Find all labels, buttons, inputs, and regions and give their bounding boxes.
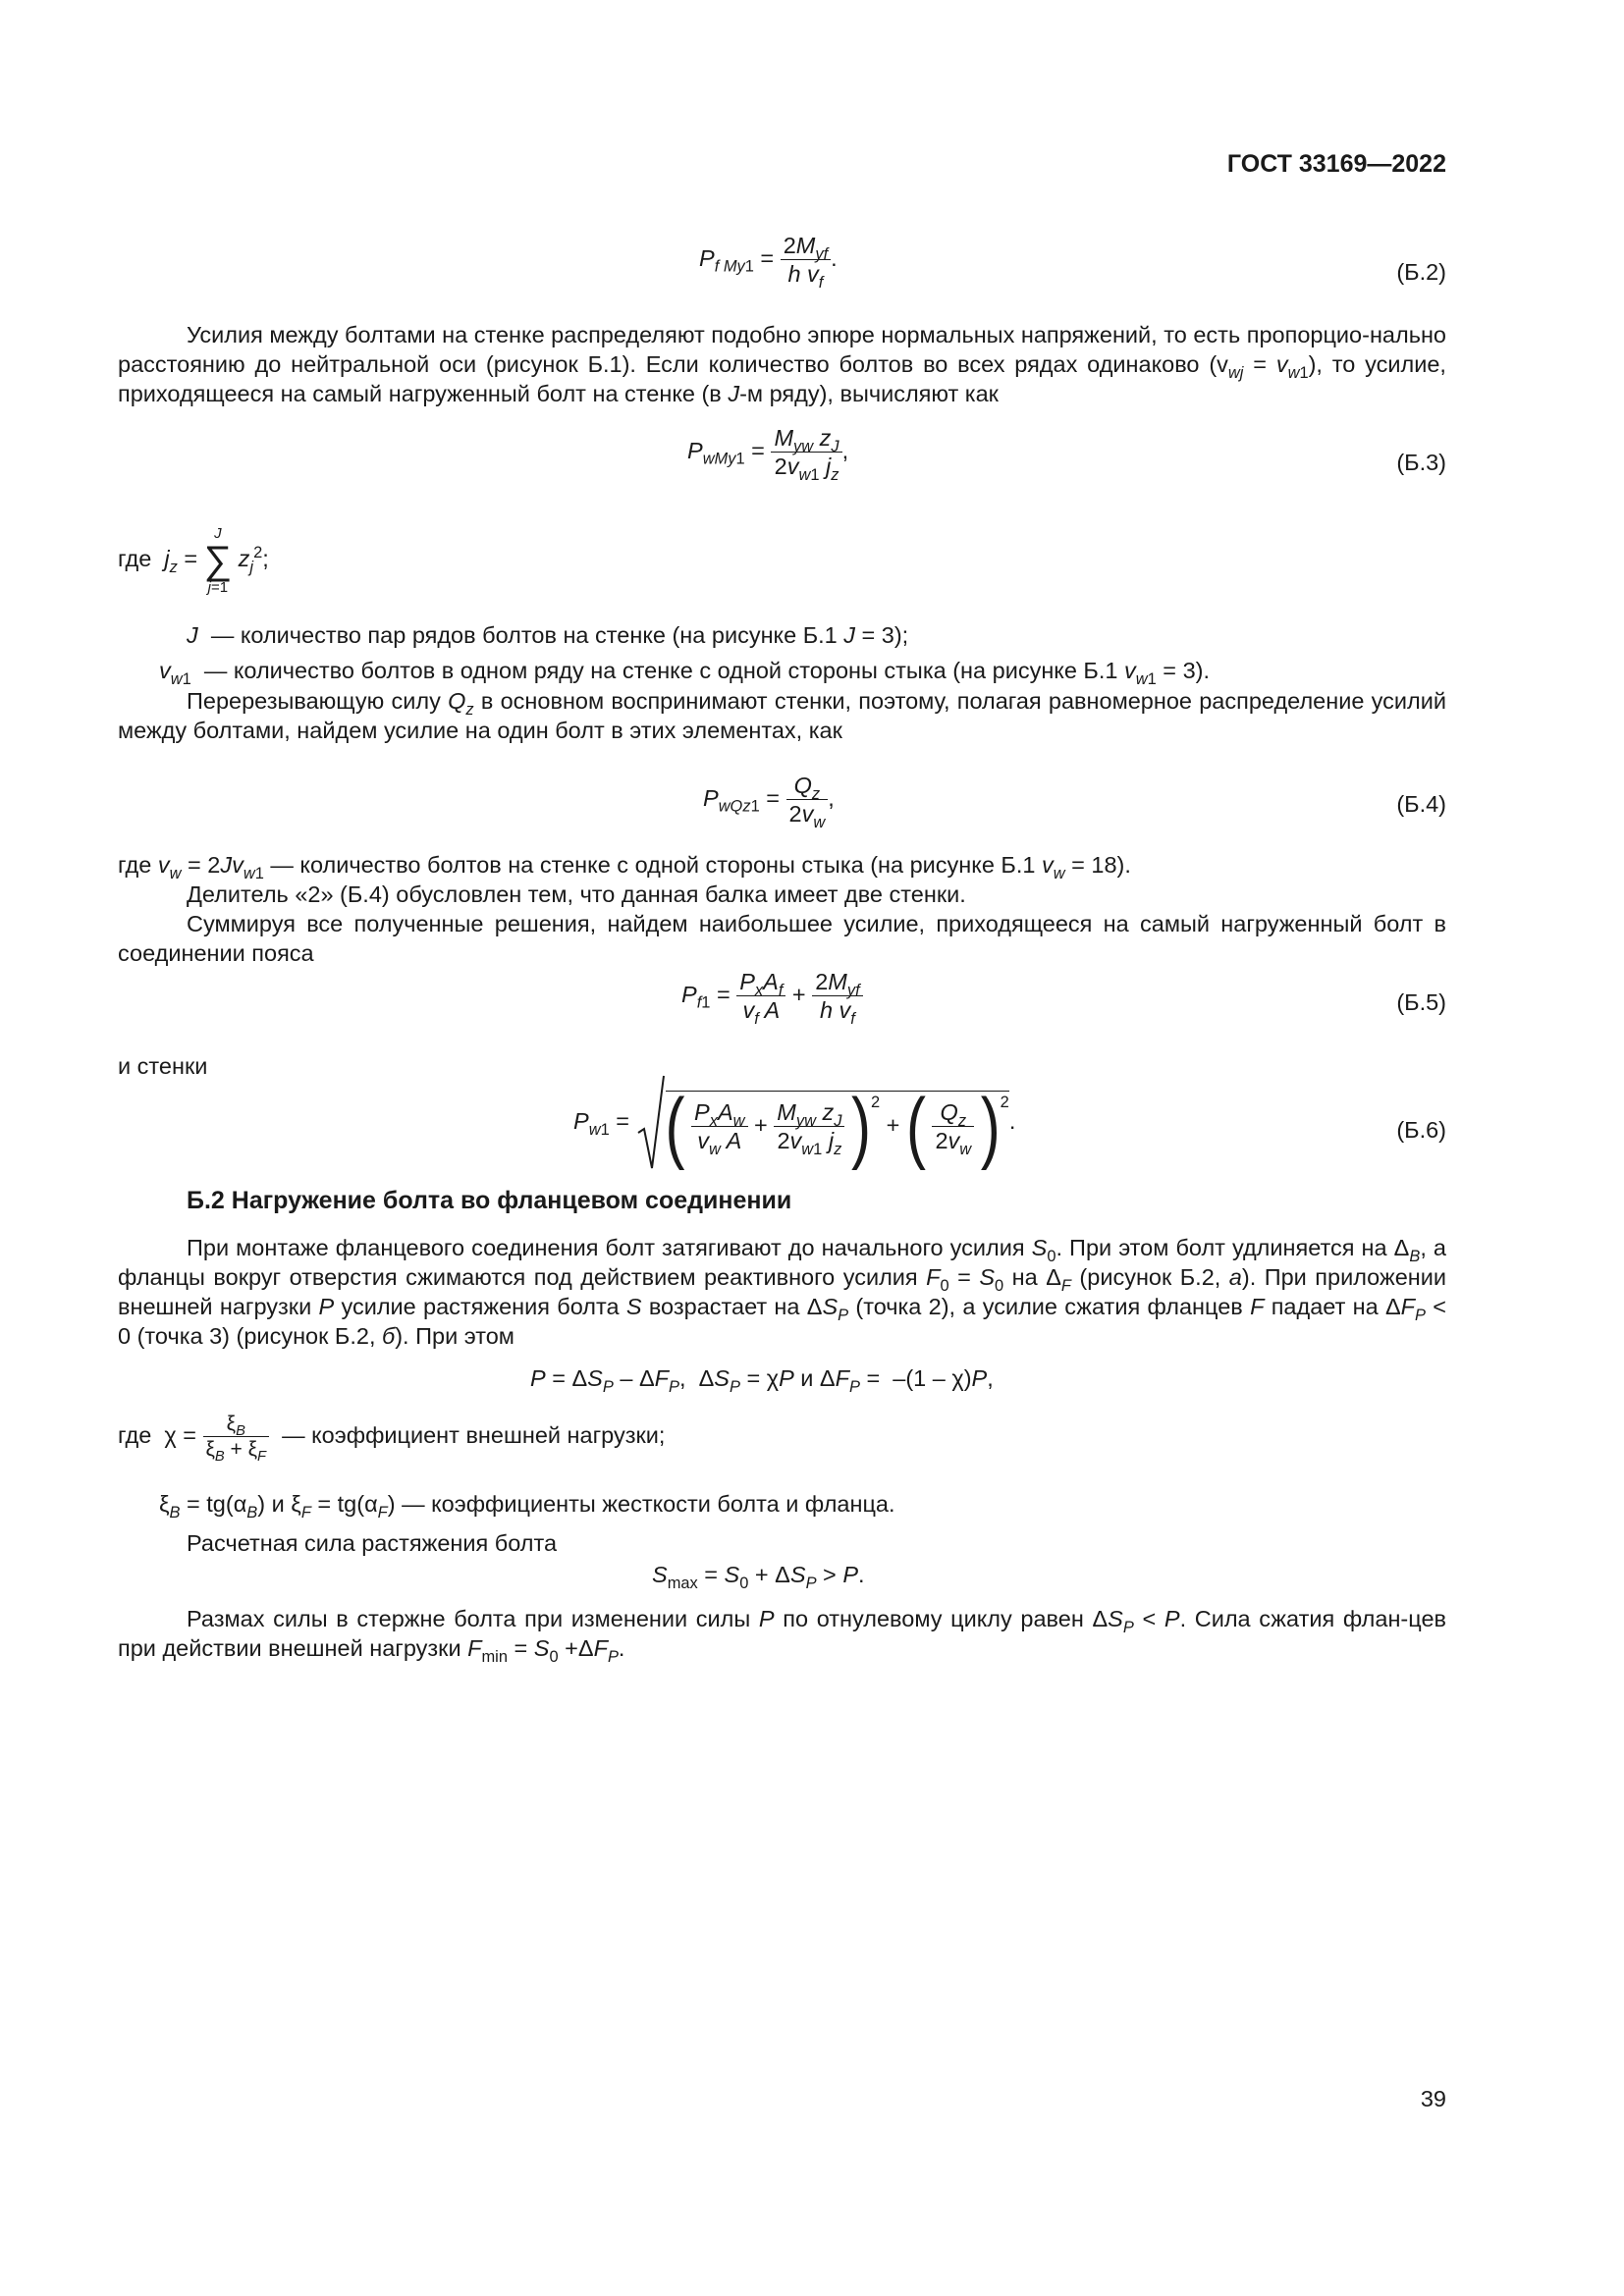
legend-vw1: $v_{w1}$ — количество болтов в одном ряду на стенке с одной стороны стыка (на рисунке Б.1 $v_{w1} = 3$). <box>159 658 1210 688</box>
equation-b6: $P_{w1}$ = ( $\frac{P_xA_w}{v_w A}$ + $\frac{M_{yw} z_J}{2v_{w1} j_z}$ )$^2$ + ( $\frac{Q_z}{2v_w}$ )$^2$. <box>573 1074 1015 1172</box>
equation-number-b6: (Б.6) <box>1396 1117 1446 1143</box>
equation-number-b4: (Б.4) <box>1396 791 1446 817</box>
paragraph-force-range: Размах силы в стержне болта при изменении силы P по отнулевому циклу равен $\Delta S_P < P$. Сила сжатия флан-цев при действии внешней нагрузки $F_{min} = S_0 +\Delta F_P$. <box>118 1606 1446 1666</box>
chi-definition: где χ = $\frac{\xi_B}{\xi_B + \xi_F}$ — коэффициент внешней нагрузки; <box>118 1413 666 1466</box>
equation-b4: $P_{wQz1}$ = $\frac{Q_z}{2v_w}$ , <box>703 773 835 831</box>
equation-number-b2: (Б.2) <box>1396 259 1446 285</box>
equation-b2: $P_{f My1}$ = $\frac{2M_{yf}}{h v_f}$ . <box>699 233 838 292</box>
page-number: 39 <box>1420 2086 1446 2111</box>
paragraph-design-tension: Расчетная сила растяжения болта <box>187 1530 558 1556</box>
equation-load-split: $P = \Delta S_P - \Delta F_P$, $\Delta S_P = \chi P$ и $\Delta F_P = -(1 - \chi)P$, <box>530 1365 994 1396</box>
paragraph-flange-assembly: При монтаже фланцевого соединения болт затягивают до начального усилия $S_0$. При этом болт удлиняется на $\Delta_B$, а фланцы вокруг отверстия сжимаются под действием реактивного усилия $F_0 = S_0$ на $\Delta_F$ (рисунок Б.2, а). При приложении внешней нагрузки P усилие растяжения болта S возрастает на $\Delta S_P$ (точка 2), а усилие сжатия фланцев F падает на $\Delta F_P < 0$ (точка 3) (рисунок Б.2, б). При этом <box>118 1235 1446 1349</box>
equation-smax: $S_{max} = S_0 + \Delta S_P > P$. <box>652 1562 865 1592</box>
paragraph-sum-solutions: Суммируя все полученные решения, найдем наибольшее усилие, приходящееся на самый нагруженный болт в соединении пояса <box>118 911 1446 966</box>
equation-b5: $P_{f1}$ = $\frac{P_xA_f}{v_f A}$ + $\frac{2M_{yf}}{h v_f}$ <box>681 968 863 1024</box>
paragraph-divider-note: Делитель «2» (Б.4) обусловлен тем, что данная балка имеет две стенки. <box>187 881 966 907</box>
square-root: ( $\frac{P_xA_w}{v_w A}$ + $\frac{M_{yw} z_J}{2v_{w1} j_z}$ )$^2$ + ( $\frac{Q_z}{2v_w}$ )$^2$ <box>636 1074 1009 1172</box>
equation-number-b5: (Б.5) <box>1396 989 1446 1015</box>
paragraph-bolt-forces-web: Усилия между болтами на стенке распределяют подобно эпюре нормальных напряжений, то есть пропорцио-нально расстоянию до нейтральной оси (рисунок Б.1). Если количество болтов во всех рядах одинаково $(v_{wj} = v_{w1})$, то усилие, приходящееся на самый нагруженный болт на стенке (в J-м ряду), вычисляют как <box>118 322 1446 406</box>
section-heading-b2: Б.2 Нагружение болта во фланцевом соединении <box>187 1187 792 1214</box>
paragraph-shear-force: Перерезывающую силу $Q_z$ в основном воспринимают стенки, поэтому, полагая равномерное распределение усилий между болтами, найдем усилие на один болт в этих элементах, как <box>118 688 1446 743</box>
document-id: ГОСТ 33169—2022 <box>1226 150 1446 178</box>
equation-b3: $P_{wMy1}$ = $\frac{M_{yw} z_J}{2v_{w1} j_z}$ , <box>687 425 849 484</box>
paragraph-where-vw: где $v_w = 2Jv_{w1}$ — количество болтов на стенке с одной стороны стыка (на рисунке Б.1 $v_w = 18$). Делитель «2» (Б.4) обусловлен тем, что данная балка имеет две стенки. Суммируя все полученные решения, найдем наибольшее усилие, приходящееся на самый нагруженный болт в соединении пояса <box>118 852 1446 966</box>
where-jz-definition: где $j_z$ = J ∑ j=1 $z_j^2$; <box>118 525 269 596</box>
legend-J: J — количество пар рядов болтов на стенке (на рисунке Б.1 J = 3); <box>187 622 909 648</box>
equation-number-b3: (Б.3) <box>1396 450 1446 475</box>
radical-sign <box>636 1074 666 1172</box>
xi-definition: $\xi_B = tg(\alpha_B)$ и $\xi_F = tg(\alpha_F)$ — коэффициенты жесткости болта и фланца. <box>159 1491 895 1522</box>
text-and-web: и стенки <box>118 1053 208 1079</box>
